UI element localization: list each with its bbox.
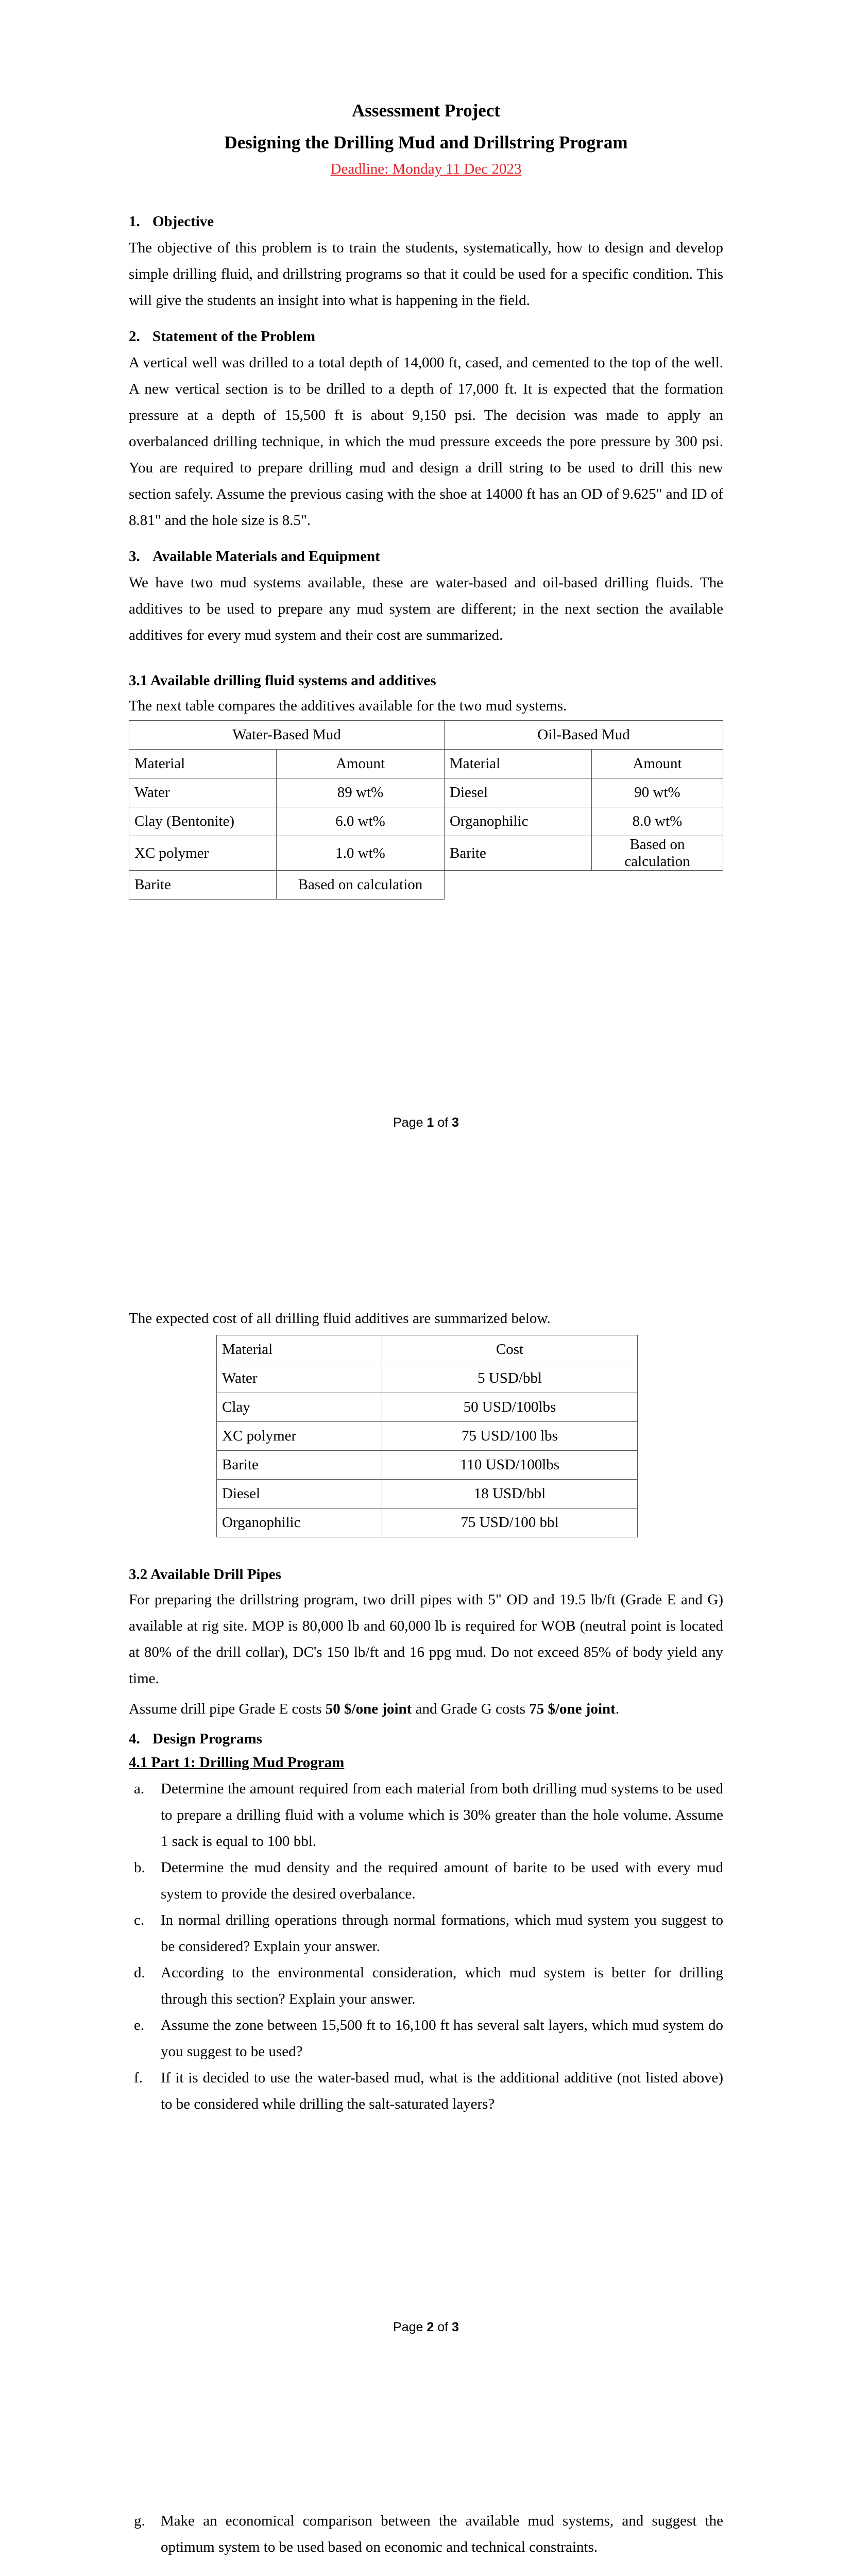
grade-e-cost: 50 $/one joint [325,1701,412,1717]
footer-label: Page [393,2320,427,2334]
list-text: Determine the amount required from each material from both drilling mud systems to be used to prepare a drilling fluid with a volume which is 30% greater than the hole volume. Assume 1 sack is equal to 100 bbl. [161,1781,723,1850]
page-3 [0,2410,852,2576]
materials-text: We have two mud systems available, these are water-based and oil-based drilling fluids. The additives to be used to prepare any mud system are different; in the next section the available additives for every mud system and their cost are summarized. [129,574,723,643]
cell: 18 USD/bbl [382,1480,638,1509]
pipes-heading: 3.2 Available Drill Pipes [129,1566,281,1583]
section-design-heading [129,1728,723,1749]
table-row [217,1509,638,1537]
section-objective-heading [129,211,723,232]
page-1 [0,0,852,1205]
list-letter: b. [134,1859,145,1876]
section-number: 3. [129,548,140,565]
pipe-cost-text [129,1696,723,1722]
cell: 1.0 wt% [277,836,445,871]
section-title: Design Programs [152,1731,262,1747]
doc-title: Assessment Project [351,100,500,121]
section-problem-heading [129,326,723,347]
list-text: In normal drilling operations through normal formations, which mud system you suggest to be considered? Explain your answer. [161,1912,723,1955]
list-letter: d. [134,1964,145,1981]
list-item [129,2065,723,2117]
cost-col-cost: Cost [382,1335,638,1364]
cost-table [216,1335,638,1537]
table-row [129,871,723,900]
footer-page-number: 1 [427,1115,434,1130]
list-item [129,2012,723,2065]
cell: 8.0 wt% [592,807,723,836]
part1-list-continued [129,2508,723,2561]
cell: 75 USD/100 bbl [382,1509,638,1537]
obm-col-material: Material [445,750,592,778]
cell: Barite [217,1451,382,1480]
cell: 75 USD/100 lbs [382,1422,638,1451]
footer-page-total: 3 [452,1115,459,1130]
list-item [129,1776,723,1855]
empty-cell [592,871,723,900]
table-row [129,807,723,836]
list-item [129,1907,723,1960]
footer-label: of [434,2320,452,2334]
cell: XC polymer [217,1422,382,1451]
obm-header: Oil-Based Mud [445,721,723,750]
table-row [129,836,723,871]
cell: Water [217,1364,382,1393]
list-letter: e. [134,2017,145,2033]
part1-heading: 4.1 Part 1: Drilling Mud Program [129,1754,345,1771]
grade-g-cost: 75 $/one joint [529,1701,616,1717]
list-item [129,1855,723,1907]
list-letter: g. [134,2513,145,2529]
section-materials-heading [129,546,723,567]
list-letter: c. [134,1912,145,1928]
cell: Barite [445,836,592,871]
cell: 5 USD/bbl [382,1364,638,1393]
cell: 89 wt% [277,778,445,807]
cell: 110 USD/100lbs [382,1451,638,1480]
section-title: Available Materials and Equipment [152,548,380,565]
text-run: and Grade G costs [412,1701,530,1717]
text-run: . [615,1701,620,1717]
section-title: Statement of the Problem [152,328,315,345]
cell: Clay [217,1393,382,1422]
fluid-systems-table [129,720,723,900]
list-text: According to the environmental consideration, which mud system is better for drilling through this section? Explain your answer. [161,1964,723,2007]
list-letter: f. [134,2070,143,2086]
table-row [217,1451,638,1480]
footer-label: of [434,1115,452,1130]
objective-text: The objective of this problem is to train the students, systematically, how to design and develop simple drilling fluid, and drillstring programs so that it could be used for a specific condition. This will give the students an insight into what is happening in the field. [129,240,723,309]
cell: Clay (Bentonite) [129,807,277,836]
table-row [217,1422,638,1451]
cell: Diesel [445,778,592,807]
wbm-header: Water-Based Mud [129,721,445,750]
cell: Based on calculation [592,836,723,871]
cell: Water [129,778,277,807]
cell: 90 wt% [592,778,723,807]
list-item [129,2508,723,2561]
fluids-heading: 3.1 Available drilling fluid systems and additives [129,672,436,689]
obm-col-amount: Amount [592,750,723,778]
cell: Barite [129,871,277,900]
list-text: Assume the zone between 15,500 ft to 16,100 ft has several salt layers, which mud system do you suggest to be used? [161,2017,723,2060]
fluids-intro: The next table compares the additives available for the two mud systems. [129,698,567,714]
page-footer [0,2320,852,2335]
cost-col-material: Material [217,1335,382,1364]
doc-subtitle: Designing the Drilling Mud and Drillstring Program [224,132,628,152]
cell: Organophilic [217,1509,382,1537]
deadline: Deadline: Monday 11 Dec 2023 [330,161,522,177]
wbm-col-material: Material [129,750,277,778]
list-letter: a. [134,1781,145,1797]
table-row [217,1364,638,1393]
section-title: Objective [152,213,214,230]
section-number: 2. [129,328,140,345]
table-row [129,778,723,807]
cell: Diesel [217,1480,382,1509]
wbm-col-amount: Amount [277,750,445,778]
footer-page-number: 2 [427,2320,434,2334]
list-text: Make an economical comparison between the available mud systems, and suggest the optimum system to be used based on economic and technical constraints. [161,2513,723,2555]
text-run: Assume drill pipe Grade E costs [129,1701,326,1717]
cell: 50 USD/100lbs [382,1393,638,1422]
cost-intro: The expected cost of all drilling fluid additives are summarized below. [129,1310,551,1327]
pipes-text: For preparing the drillstring program, two drill pipes with 5" OD and 19.5 lb/ft (Grade E and G) available at rig site. MOP is 80,000 lb and 60,000 lb is required for WOB (neutral point is located at 80% of the drill collar), DC's 150 lb/ft and 16 ppg mud. Do not exceed 85% of body yield any time. [129,1591,723,1687]
list-item [129,1960,723,2012]
table-row [217,1480,638,1509]
list-text: If it is decided to use the water-based mud, what is the additional additive (not listed above) to be considered while drilling the salt-saturated layers? [161,2070,723,2112]
cell: XC polymer [129,836,277,871]
cell: 6.0 wt% [277,807,445,836]
cell: Based on calculation [277,871,445,900]
section-number: 4. [129,1731,140,1747]
list-text: Determine the mud density and the required amount of barite to be used with every mud system to provide the desired overbalance. [161,1859,723,1902]
problem-text: A vertical well was drilled to a total depth of 14,000 ft, cased, and cemented to the top of the well. A new vertical section is to be drilled to a depth of 17,000 ft. It is expected that the formation pressure at a depth of 15,500 ft is about 9,150 psi. The decision was made to apply an overbalanced drilling technique, in which the mud pressure exceeds the pore pressure by 300 psi. You are required to prepare drilling mud and design a drill string to be used to drill this new section safely. Assume the previous casing with the shoe at 14000 ft has an OD of 9.625" and ID of 8.81" and the hole size is 8.5". [129,354,723,529]
part1-list [129,1776,723,2117]
table-row [217,1393,638,1422]
cell: Organophilic [445,807,592,836]
page-2 [0,1205,852,2410]
empty-cell [445,871,592,900]
footer-page-total: 3 [452,2320,459,2334]
section-number: 1. [129,213,140,230]
footer-label: Page [393,1115,427,1130]
page-footer [0,1115,852,1130]
